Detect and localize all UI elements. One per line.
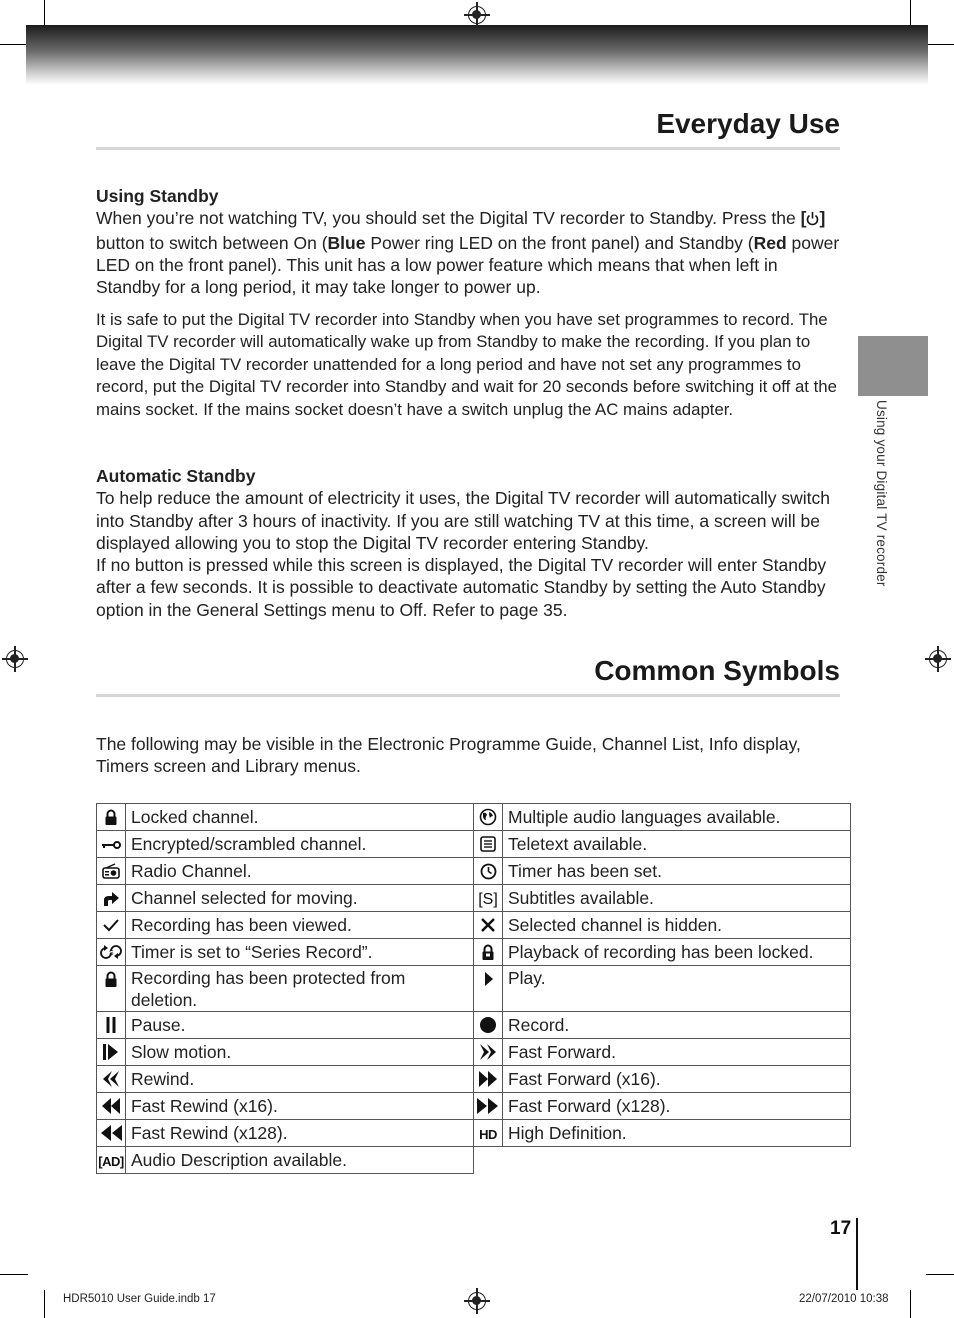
move-arrow-icon (97, 885, 126, 912)
table-row (97, 1012, 851, 1039)
symbol-description: Pause. (126, 1012, 474, 1039)
page-number-rule (856, 1218, 858, 1290)
title-divider (96, 694, 840, 697)
crop-mark (926, 44, 954, 45)
body-text: When you’re not watching TV, you should set the Digital TV recorder to Standby. Press the (96, 208, 801, 229)
table-row (97, 1039, 851, 1066)
audio-description-icon (97, 1147, 126, 1174)
crop-mark (910, 0, 911, 28)
fast-rewind-x128-icon (97, 1120, 126, 1147)
subtitles-icon (474, 885, 503, 912)
pause-icon (97, 1012, 126, 1039)
symbol-description: Fast Rewind (x128). (126, 1120, 474, 1147)
using-standby-section (96, 185, 844, 298)
body-text: button to switch between On ( (96, 232, 328, 253)
side-tab (858, 336, 928, 396)
empty-cell (503, 1147, 851, 1174)
symbol-description: Multiple audio languages available. (503, 804, 851, 831)
page-number: 17 (830, 1218, 852, 1239)
symbol-description: Record. (503, 1012, 851, 1039)
table-row (97, 831, 851, 858)
fast-forward-icon (474, 1039, 503, 1066)
teletext-icon (474, 831, 503, 858)
symbol-description: Teletext available. (503, 831, 851, 858)
section-heading: Automatic Standby (96, 466, 256, 486)
symbols-intro: The following may be visible in the Electronic Programme Guide, Channel List, Info display, Timers screen and Library menus. (96, 734, 801, 777)
table-row (97, 912, 851, 939)
crop-mark (0, 1274, 28, 1275)
checkmark-icon (97, 912, 126, 939)
crop-mark (926, 1274, 954, 1275)
slow-motion-icon (97, 1039, 126, 1066)
registration-mark-icon (929, 650, 947, 668)
registration-mark-icon (6, 650, 24, 668)
symbol-description: Playback of recording has been locked. (503, 939, 851, 966)
automatic-standby-section (96, 465, 844, 621)
power-icon (806, 209, 819, 231)
symbol-description: Selected channel is hidden. (503, 912, 851, 939)
crop-mark (910, 1290, 911, 1318)
radio-icon (97, 858, 126, 885)
footer-timestamp: 22/07/2010 10:38 (799, 1293, 889, 1305)
section-title: Common Symbols (594, 655, 840, 686)
table-row (97, 1066, 851, 1093)
table-row (97, 966, 851, 1012)
body-text: Power ring LED on the front panel) and Standby ( (365, 232, 754, 253)
record-icon (474, 1012, 503, 1039)
title-divider (96, 147, 840, 150)
symbol-description: Channel selected for moving. (126, 885, 474, 912)
table-row (97, 939, 851, 966)
power-button-bracket: ] (819, 208, 826, 229)
sidebar-label: Using your Digital TV recorder (874, 400, 889, 587)
series-record-icon (97, 939, 126, 966)
symbol-description: Play. (503, 966, 851, 1012)
empty-cell (474, 1147, 503, 1174)
key-icon (97, 831, 126, 858)
symbols-table (96, 803, 851, 1174)
symbol-description: Fast Forward (x16). (503, 1066, 851, 1093)
body-text: To help reduce the amount of electricity it uses, the Digital TV recorder will automatically switch into Standby after 3 hours of inactivity. If you are still watching TV at this time, a screen will be displayed allowing you to stop the Digital TV recorder entering Standby. (96, 488, 831, 553)
body-text: If no button is pressed while this screen is displayed, the Digital TV recorder will enter Standby after a few seconds. It is possible to deactivate automatic Standby by setting the Auto Standby option in the General Settings menu to Off. Refer to page 35. (96, 555, 827, 620)
page-title: Everyday Use (656, 108, 840, 139)
hd-icon-label: HD (479, 1126, 497, 1142)
power-button-bracket: [ (800, 208, 807, 229)
registration-mark-icon (468, 1292, 486, 1310)
table-row (97, 1147, 851, 1174)
registration-mark-icon (468, 6, 486, 24)
globe-icon (474, 804, 503, 831)
table-row (97, 804, 851, 831)
hd-icon (474, 1120, 503, 1147)
lock-icon (97, 804, 126, 831)
symbol-description: Locked channel. (126, 804, 474, 831)
symbol-description: Subtitles available. (503, 885, 851, 912)
symbol-description: Encrypted/scrambled channel. (126, 831, 474, 858)
crop-mark (0, 44, 28, 45)
symbol-description: Audio Description available. (126, 1147, 474, 1174)
footer-file-info: HDR5010 User Guide.indb 17 (63, 1293, 216, 1305)
standby-paragraph-2: It is safe to put the Digital TV recorder into Standby when you have set programmes to record. The Digital TV recorder will automatically wake up from Standby to make the recording. If you plan to leave the Digital TV recorder unattended for a long period and have not set any programmes to record, put the Digital TV recorder into Standby and wait for 20 seconds before switching it off at the mains socket. If the mains socket doesn’t have a switch unplug the AC mains adapter. (96, 310, 837, 419)
symbol-description: Rewind. (126, 1066, 474, 1093)
blue-label: Blue (327, 232, 366, 253)
symbol-description: Fast Forward (x128). (503, 1093, 851, 1120)
audio-description-icon-label: [AD] (98, 1153, 124, 1169)
rewind-icon (97, 1066, 126, 1093)
crop-mark (44, 1290, 45, 1318)
table-row (97, 1093, 851, 1120)
symbol-description: Slow motion. (126, 1039, 474, 1066)
symbol-description: Timer has been set. (503, 858, 851, 885)
body-text: power LED on the front panel). This unit has a low power feature which means that when left in Standby for a long period, it may take longer to power up. (96, 232, 840, 298)
fast-forward-x128-icon (474, 1093, 503, 1120)
crop-mark (44, 0, 45, 28)
table-row (97, 1120, 851, 1147)
symbol-description: Recording has been protected from deletion. (126, 966, 474, 1012)
protected-lock-icon (97, 966, 126, 1012)
play-icon (474, 966, 503, 1012)
subtitles-icon-label: [S] (478, 890, 498, 908)
svg-text:S: S (109, 950, 114, 957)
section-heading: Using Standby (96, 186, 219, 206)
symbol-description: Timer is set to “Series Record”. (126, 939, 474, 966)
symbol-description: Fast Rewind (x16). (126, 1093, 474, 1120)
header-band (26, 25, 928, 85)
fast-rewind-x16-icon (97, 1093, 126, 1120)
cross-icon (474, 912, 503, 939)
symbol-description: Fast Forward. (503, 1039, 851, 1066)
symbol-description: High Definition. (503, 1120, 851, 1147)
symbol-description: Recording has been viewed. (126, 912, 474, 939)
fast-forward-x16-icon (474, 1066, 503, 1093)
playback-lock-icon (474, 939, 503, 966)
table-row (97, 885, 851, 912)
table-row (97, 858, 851, 885)
red-label: Red (753, 232, 787, 253)
clock-icon (474, 858, 503, 885)
symbol-description: Radio Channel. (126, 858, 474, 885)
